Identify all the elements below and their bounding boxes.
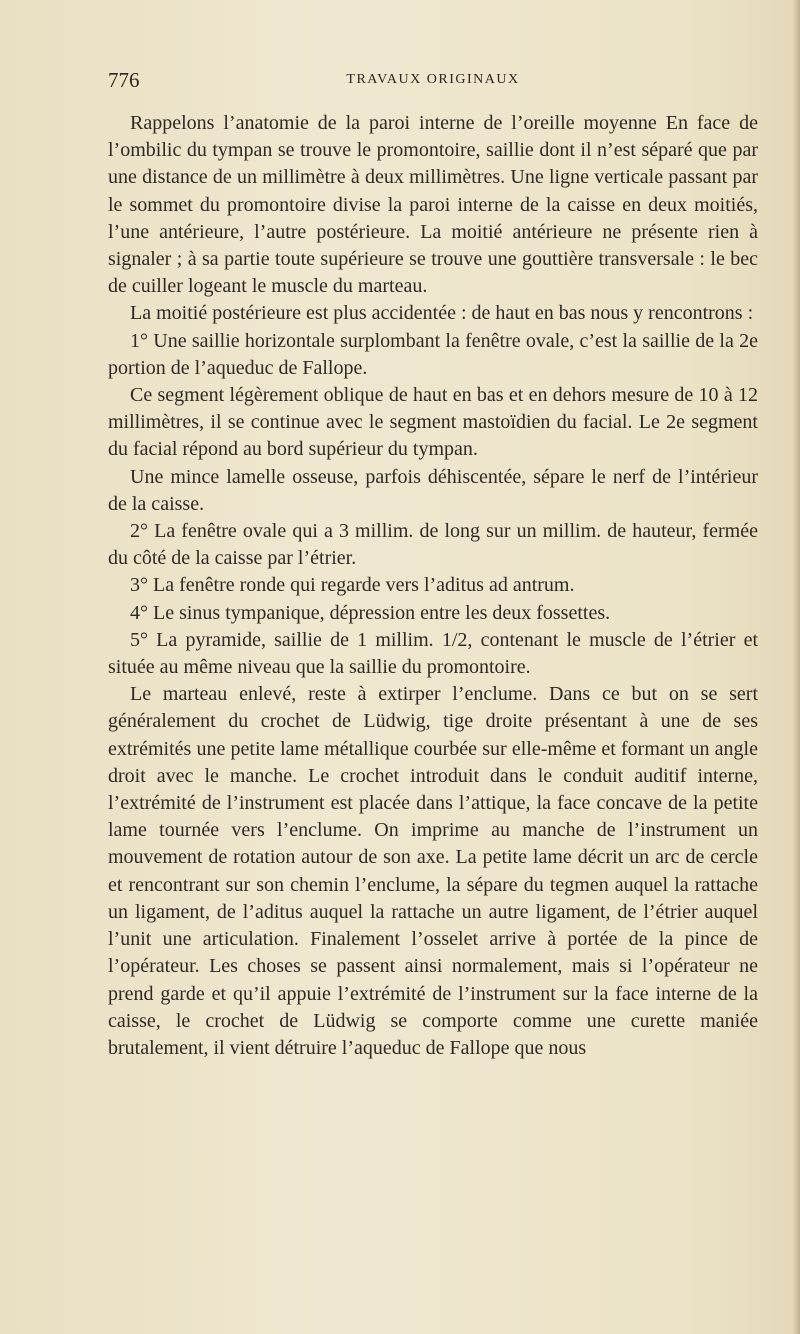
paragraph-anatomy-intro: Rappelons l’anatomie de la paroi interne de l’oreille moyenne En face de l’ombilic du tympan se trouve le promontoire, saillie dont il n’est séparé que par une distance de un millimètre à deux millimètres. Une ligne verticale passant par le sommet du promontoire divise la paroi interne de la caisse en deux moitiés, l’une antérieure, l’autre postérieure. La moitié antérieure ne présente rien à signaler ; à sa partie toute supérieure se trouve une gouttière transversale : le bec de cuiller logeant le muscle du marteau.	[108, 112, 758, 298]
paragraph-item-4: 4° Le sinus tympanique, dépression entre les deux fossettes.	[130, 601, 611, 624]
paragraph-item-3: 3° La fenêtre ronde qui regarde vers l’aditus ad antrum.	[130, 574, 575, 597]
page-number: 776	[108, 68, 140, 92]
paragraph-incus-removal: Le marteau enlevé, reste à extirper l’enclume. Dans ce but on se sert généralement du crochet de Lüdwig, tige droite présentant à une de ses extrémités une petite lame métallique courbée sur elle-même et formant un angle droit avec le manche. Le crochet introduit dans le conduit auditif interne, l’extrémité de l’instrument est placée dans l’attique, la face concave de la petite lame tournée vers l’enclume. On imprime au manche de l’instrument un mouvement de rotation autour de son axe. La petite lame décrit un arc de cercle et rencontrant sur son chemin l’enclume, la sépare du tegmen auquel la rattache un ligament, de l’aditus auquel la rattache un autre ligament, de l’étrier auquel l’unit une articulation. Finalement l’osselet arrive à portée de la pince de l’opérateur. Les choses se passent ainsi normalement, mais si l’opérateur ne prend garde et qu’il appuie l’extrémité de l’instrument sur la face interne de la caisse, le crochet de Lüdwig se comporte comme une curette maniée brutalement, il vient détruire l’aqueduc de Fallope que nous	[108, 683, 758, 1059]
body-text	[108, 110, 758, 1062]
page-edge-shadow	[792, 0, 800, 1334]
paragraph-item-2: 2° La fenêtre ovale qui a 3 millim. de long sur un millim. de hauteur, fermée du côté de la caisse par l’étrier.	[108, 520, 758, 570]
paragraph-item-1: 1° Une saillie horizontale surplombant la fenêtre ovale, c’est la saillie de la 2e portion de l’aqueduc de Fallope.	[108, 329, 758, 379]
page-header	[108, 66, 758, 94]
paragraph-segment: Ce segment légèrement oblique de haut en bas et en dehors mesure de 10 à 12 millimètres, il se continue avec le segment mastoïdien du facial. Le 2e segment du facial répond au bord supérieur du tympan.	[108, 384, 758, 461]
paragraph-lamella: Une mince lamelle osseuse, parfois déhiscentée, sépare le nerf de l’intérieur de la caisse.	[108, 465, 758, 515]
paragraph-item-5: 5° La pyramide, saillie de 1 millim. 1/2, contenant le muscle de l’étrier et située au même niveau que la saillie du promontoire.	[108, 628, 758, 679]
paragraph-posterior-half: La moitié postérieure est plus accidentée : de haut en bas nous y rencontrons :	[130, 302, 754, 325]
running-title: TRAVAUX ORIGINAUX	[346, 72, 520, 87]
